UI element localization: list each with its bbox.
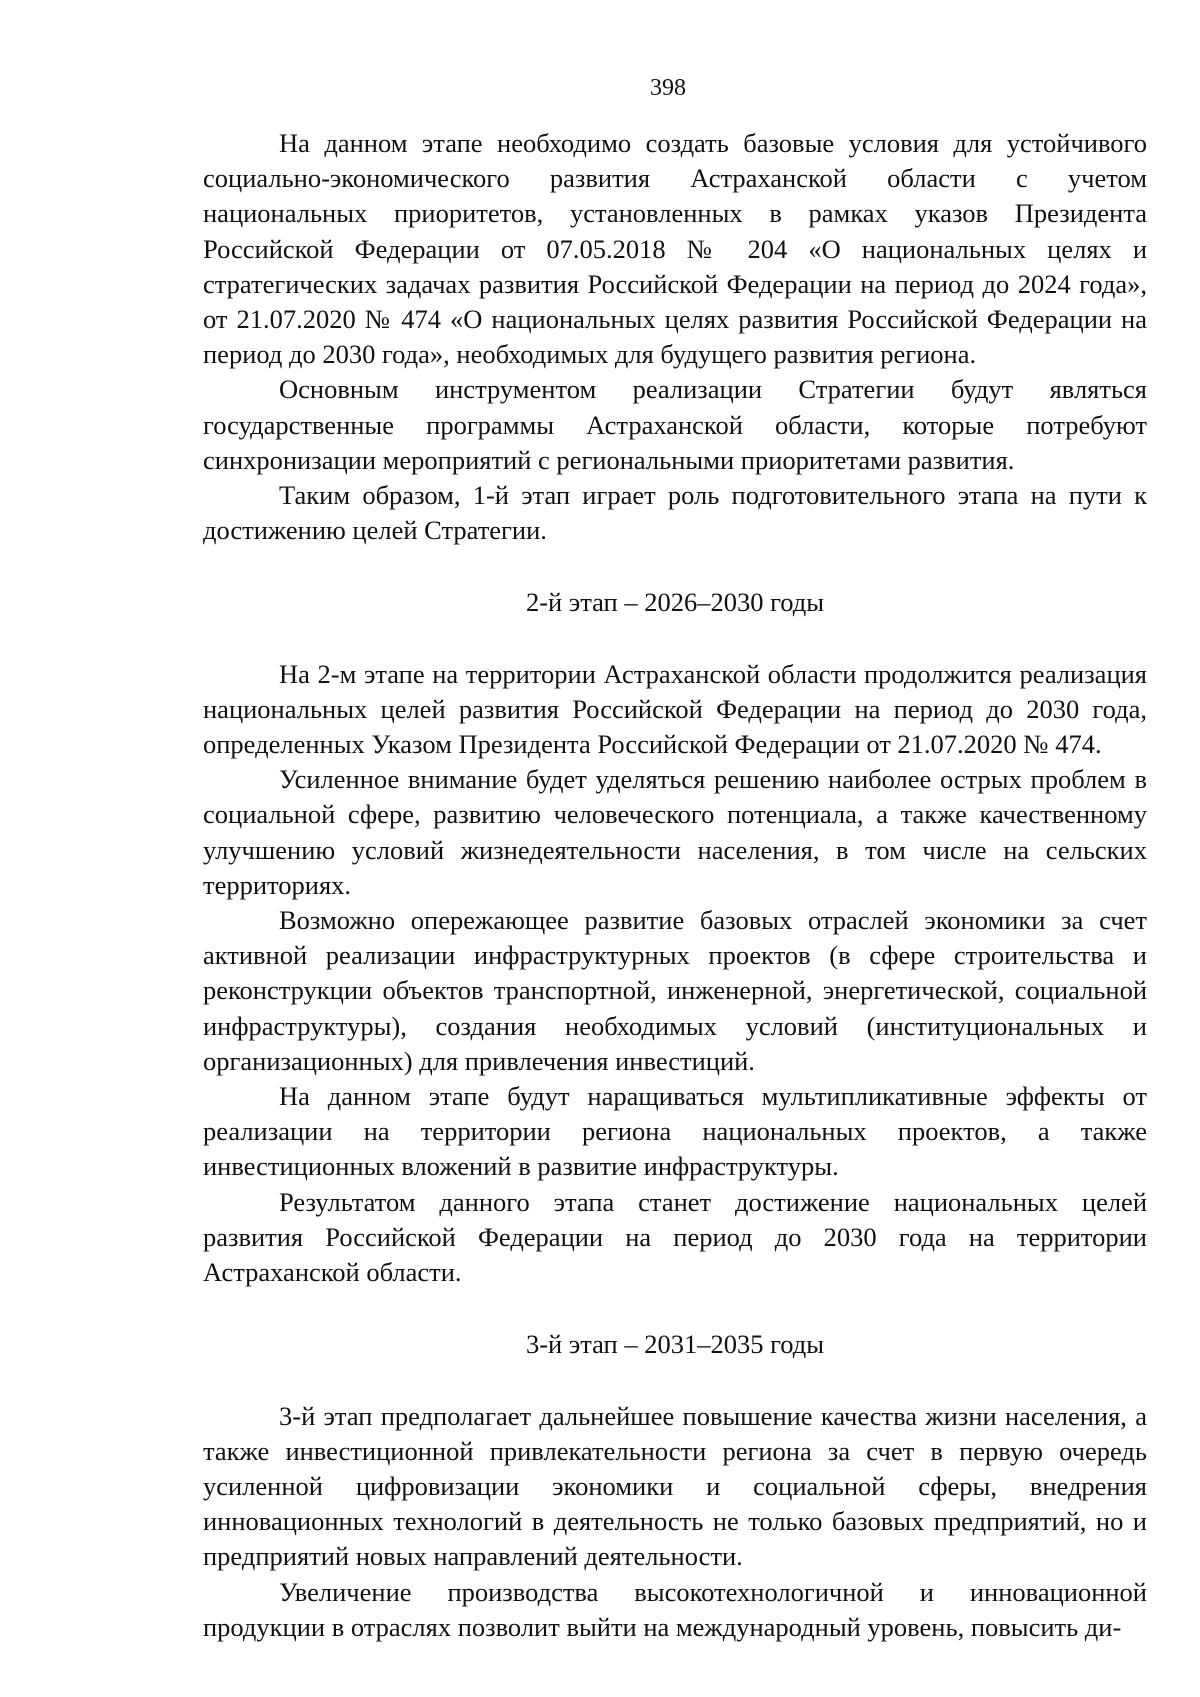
- paragraph: 3-й этап предполагает дальнейшее повышение качества жизни населения, а также инвестиционной привлекательности региона за счет в первую очередь усиленной цифровизации экономики и социальной сферы, внедрения инновационных технологий в деятельность не только базовых предприятий, но и предприятий новых направлений деятельности.: [203, 1400, 1147, 1572]
- paragraph: Возможно опережающее развитие базовых отраслей экономики за счет активной реализации инфраструктурных проектов (в сфере строительства и реконструкции объектов транспортной, инженерной, энергетической, социальной инфраструктуры), создания необходимых условий (институциональных и организационных) для привлечения инвестиций.: [203, 905, 1147, 1076]
- document-body: [203, 126, 1147, 1645]
- section-heading-stage-3: 3-й этап – 2031–2035 годы: [525, 1329, 825, 1360]
- paragraph: Таким образом, 1-й этап играет роль подготовительного этапа на пути к достижению целей Стратегии.: [203, 480, 1147, 546]
- paragraph: Результатом данного этапа станет достижение национальных целей развития Российской Федерации на период до 2030 года на территории Астраханской области.: [203, 1186, 1147, 1288]
- paragraph: Усиленное внимание будет уделяться решению наиболее острых проблем в социальной сфере, развитию человеческого потенциала, а также качественному улучшению условий жизнедеятельности населения, в том числе на сельских территориях.: [203, 764, 1147, 900]
- paragraph: Основным инструментом реализации Стратегии будут являться государственные программы Астраханской области, которые потребуют синхронизации мероприятий с региональными приоритетами развития.: [203, 374, 1147, 475]
- paragraph: На данном этапе будут наращиваться мультипликативные эффекты от реализации на территории региона национальных проектов, а также инвестиционных вложений в развитие инфраструктуры.: [203, 1081, 1147, 1182]
- paragraph: На 2-м этапе на территории Астраханской области продолжится реализация национальных целей развития Российской Федерации на период до 2030 года, определенных Указом Президента Российской Федерации от 21.07.2020 № 474.: [203, 658, 1147, 760]
- page-number: 398: [650, 75, 686, 101]
- paragraph: На данном этапе необходимо создать базовые условия для устойчивого социально-экономического развития Астраханской области с учетом национальных приоритетов, установленных в рамках указов Президента Российской Федерации от 07.05.2018 № 204 «О национальных целях и стратегических задачах развития Российской Федерации на период до 2024 года», от 21.07.2020 № 474 «О национальных целях развития Российской Федерации на период до 2030 года», необходимых для будущего развития региона.: [203, 128, 1147, 370]
- section-heading-stage-2: 2-й этап – 2026–2030 годы: [525, 587, 825, 618]
- paragraph: Увеличение производства высокотехнологичной и инновационной продукции в отраслях позволит выйти на международный уровень, повысить ди-: [203, 1576, 1147, 1642]
